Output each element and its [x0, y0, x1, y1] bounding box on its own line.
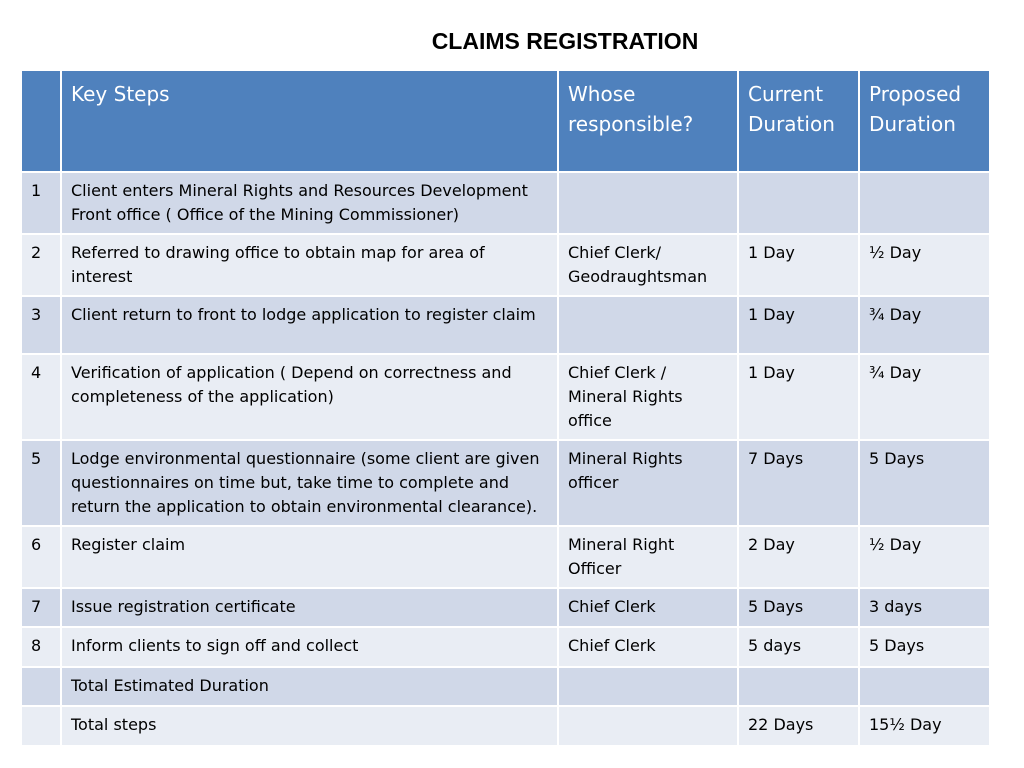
page-title: CLAIMS REGISTRATION — [431, 28, 699, 54]
cell-current-duration: 1 Day — [738, 234, 859, 296]
table-row — [21, 526, 990, 588]
table-row — [21, 706, 990, 746]
header-current-duration: Current Duration — [738, 70, 859, 172]
cell-current-duration — [738, 667, 859, 706]
header-whose-responsible: Whose responsible? — [558, 70, 738, 172]
cell-current-duration: 5 Days — [738, 588, 859, 627]
cell-key-step: Issue registration certificate — [61, 588, 558, 627]
cell-current-duration: 1 Day — [738, 354, 859, 440]
cell-responsible: Chief Clerk — [558, 627, 738, 667]
cell-responsible: Mineral Rights officer — [558, 440, 738, 526]
header-key-steps: Key Steps — [61, 70, 558, 172]
cell-proposed-duration: 5 Days — [859, 627, 990, 667]
cell-key-step: Total Estimated Duration — [61, 667, 558, 706]
cell-key-step: Verification of application ( Depend on correctness and completeness of the application) — [61, 354, 558, 440]
cell-proposed-duration — [859, 172, 990, 234]
cell-proposed-duration: 15½ Day — [859, 706, 990, 746]
cell-proposed-duration: ¾ Day — [859, 296, 990, 354]
cell-key-step: Client return to front to lodge application to register claim — [61, 296, 558, 354]
cell-key-step: Register claim — [61, 526, 558, 588]
cell-number: 1 — [21, 172, 61, 234]
cell-current-duration: 2 Day — [738, 526, 859, 588]
cell-number: 3 — [21, 296, 61, 354]
claims-table — [20, 69, 991, 747]
cell-responsible — [558, 667, 738, 706]
cell-proposed-duration: ¾ Day — [859, 354, 990, 440]
cell-key-step: Client enters Mineral Rights and Resources Development Front office ( Office of the Mining Commissioner) — [61, 172, 558, 234]
cell-key-step: Inform clients to sign off and collect — [61, 627, 558, 667]
cell-current-duration — [738, 172, 859, 234]
cell-number: 5 — [21, 440, 61, 526]
cell-number — [21, 667, 61, 706]
cell-proposed-duration — [859, 667, 990, 706]
table-row — [21, 667, 990, 706]
cell-responsible: Chief Clerk/ Geodraughtsman — [558, 234, 738, 296]
table-row — [21, 627, 990, 667]
cell-responsible — [558, 172, 738, 234]
cell-number: 7 — [21, 588, 61, 627]
cell-current-duration: 5 days — [738, 627, 859, 667]
table-row — [21, 172, 990, 234]
table-row — [21, 440, 990, 526]
cell-responsible: Chief Clerk / Mineral Rights office — [558, 354, 738, 440]
cell-number: 2 — [21, 234, 61, 296]
cell-current-duration: 1 Day — [738, 296, 859, 354]
header-number — [21, 70, 61, 172]
cell-number: 8 — [21, 627, 61, 667]
cell-number: 4 — [21, 354, 61, 440]
table-row — [21, 234, 990, 296]
table-row — [21, 588, 990, 627]
header-proposed-duration: Proposed Duration — [859, 70, 990, 172]
cell-responsible — [558, 706, 738, 746]
table-row — [21, 354, 990, 440]
cell-number — [21, 706, 61, 746]
cell-proposed-duration: 5 Days — [859, 440, 990, 526]
cell-proposed-duration: ½ Day — [859, 234, 990, 296]
table-header-row — [21, 70, 990, 172]
cell-current-duration: 22 Days — [738, 706, 859, 746]
cell-number: 6 — [21, 526, 61, 588]
cell-proposed-duration: ½ Day — [859, 526, 990, 588]
cell-key-step: Total steps — [61, 706, 558, 746]
cell-key-step: Referred to drawing office to obtain map for area of interest — [61, 234, 558, 296]
cell-key-step: Lodge environmental questionnaire (some client are given questionnaires on time but, take time to complete and return the application to obtain environmental clearance). — [61, 440, 558, 526]
cell-current-duration: 7 Days — [738, 440, 859, 526]
cell-responsible — [558, 296, 738, 354]
table-row — [21, 296, 990, 354]
cell-responsible: Mineral Right Officer — [558, 526, 738, 588]
cell-responsible: Chief Clerk — [558, 588, 738, 627]
cell-proposed-duration: 3 days — [859, 588, 990, 627]
